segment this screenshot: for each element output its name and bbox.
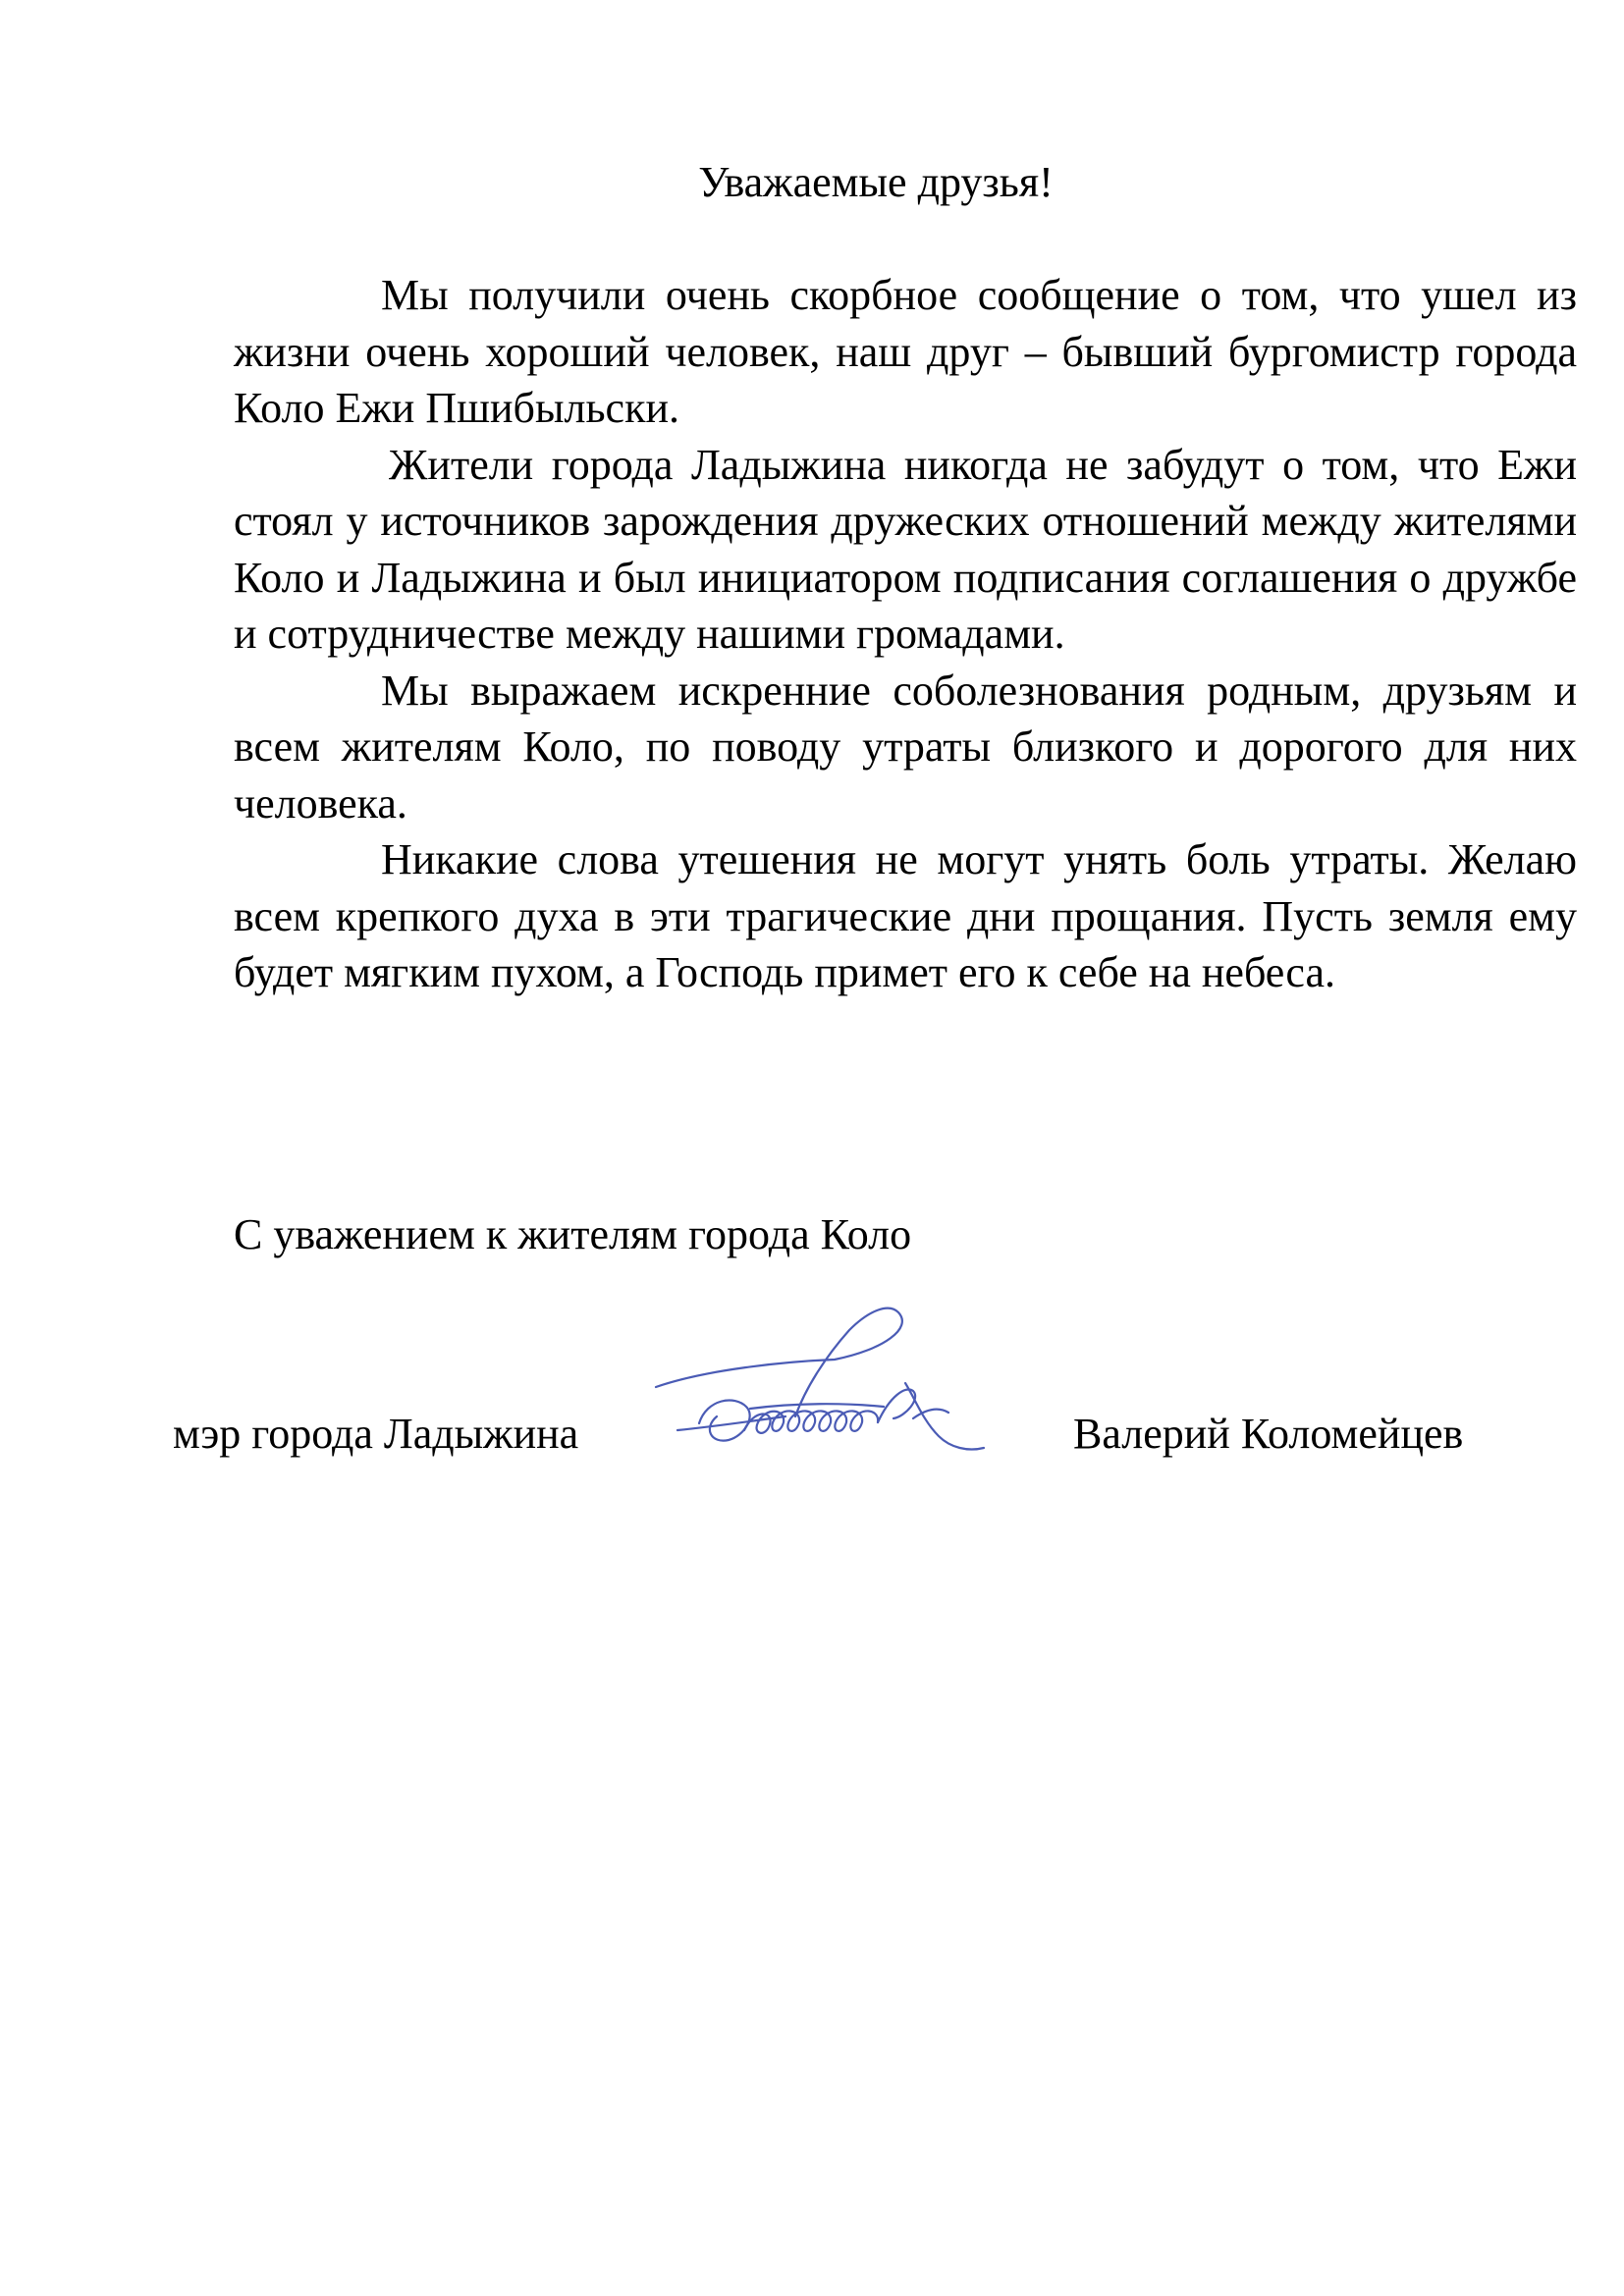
signer-title: мэр города Ладыжина (173, 1410, 579, 1458)
letter-paragraph: Жители города Ладыжина никогда не забудут о том, что Ежи стоял у источников зарождения дружеских отношений между жителями Коло и Ладыжина и был инициатором подписания соглашения о дружбе и сотрудничестве между нашими громадами. (234, 440, 1577, 658)
letter-body (234, 267, 1577, 1001)
letter-closing: С уважением к жителям города Коло (234, 1210, 912, 1258)
handwritten-signature-icon (648, 1301, 1041, 1477)
letter-greeting: Уважаемые друзья! (698, 158, 1054, 206)
signer-name: Валерий Коломейцев (1073, 1410, 1464, 1458)
letter-paragraph: Мы получили очень скорбное сообщение о том, что ушел из жизни очень хороший человек, наш друг – бывший бургомистр города Коло Ежи Пшибыльски. (234, 271, 1577, 432)
letter-paragraph: Мы выражаем искренние соболезнования родным, друзьям и всем жителям Коло, по поводу утраты близкого и дорогого для них человека. (234, 666, 1577, 828)
letter-paragraph: Никакие слова утешения не могут унять боль утраты. Желаю всем крепкого духа в эти трагические дни прощания. Пусть земля ему будет мягким пухом, а Господь примет его к себе на небеса. (234, 835, 1577, 996)
